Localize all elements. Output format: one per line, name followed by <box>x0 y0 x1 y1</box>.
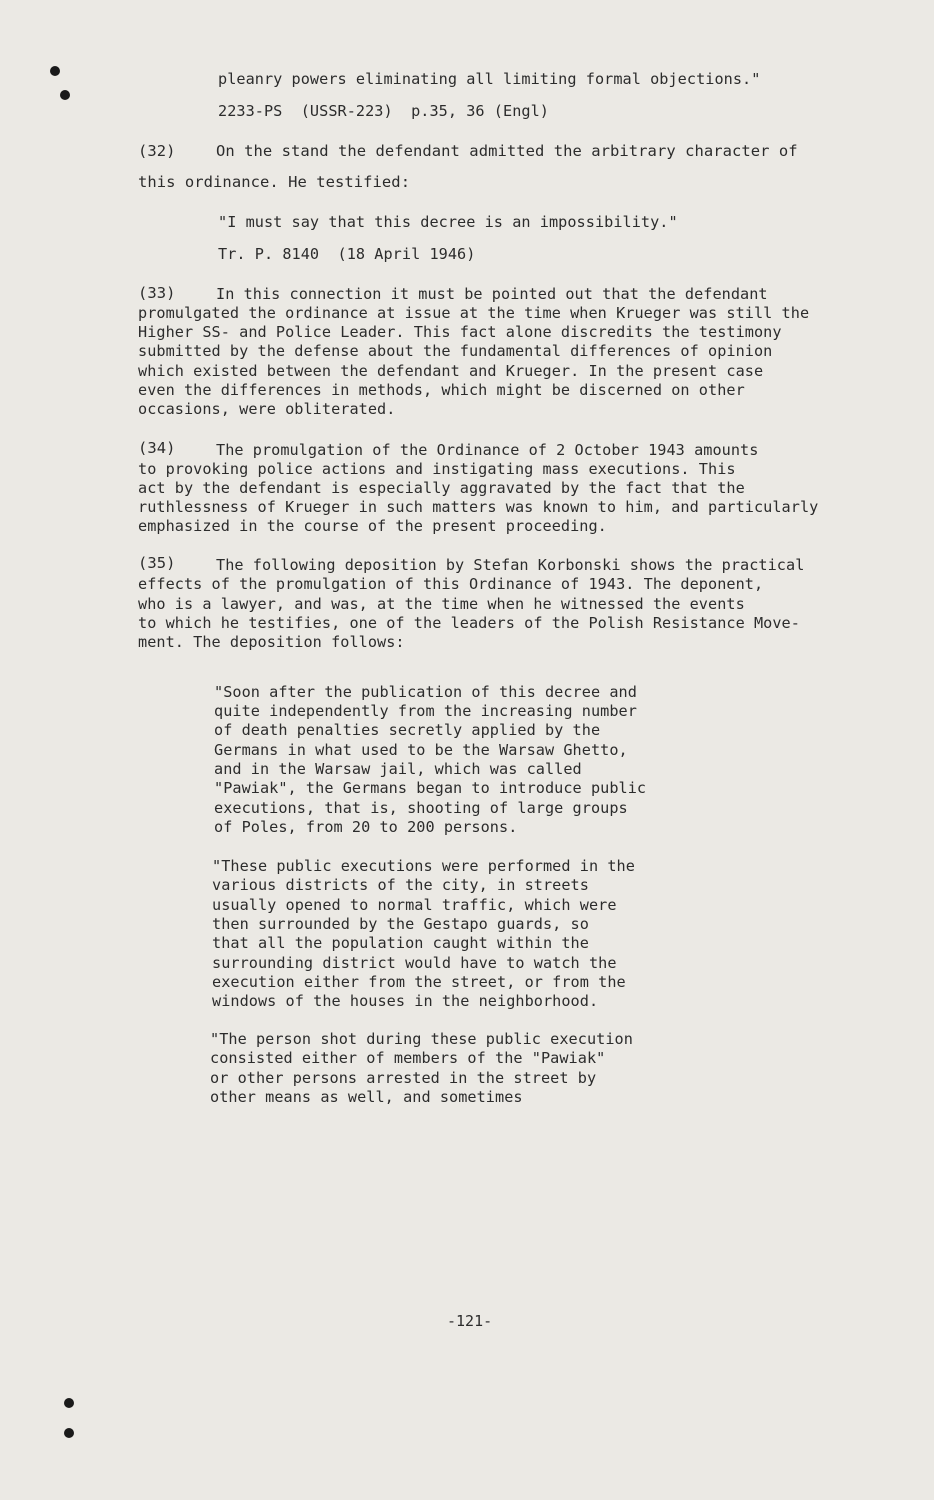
para-33-line: even the differences in methods, which might be discerned on other <box>138 381 745 399</box>
para-34-line: ruthlessness of Krueger in such matters was known to him, and particularly <box>138 498 819 516</box>
quote-1-line: and in the Warsaw jail, which was called <box>214 760 582 778</box>
quote-2-line: then surrounded by the Gestapo guards, so <box>212 915 589 933</box>
quote-1-line: Germans in what used to be the Warsaw Ghetto, <box>214 741 628 759</box>
para-35-line: effects of the promulgation of this Ordinance of 1943. The deponent, <box>138 575 764 593</box>
para-35-line: The following deposition by Stefan Korbonski shows the practical <box>216 556 805 574</box>
para-34-line: act by the defendant is especially aggravated by the fact that the <box>138 479 745 497</box>
quote-2-line: usually opened to normal traffic, which were <box>212 896 617 914</box>
quote-2-line: windows of the houses in the neighborhood. <box>212 992 599 1010</box>
quote-3-line: or other persons arrested in the street by <box>210 1069 597 1087</box>
quote-3-line: other means as well, and sometimes <box>210 1088 523 1106</box>
para-33-line: In this connection it must be pointed out that the defendant <box>216 285 768 303</box>
quote-end-31: pleanry powers eliminating all limiting formal objections." <box>218 70 761 88</box>
para-35-number: (35) <box>138 554 176 572</box>
para-34-line: to provoking police actions and instigating mass executions. This <box>138 460 736 478</box>
quote-2-line: "These public executions were performed in the <box>212 857 635 875</box>
binder-hole-top-1 <box>50 66 60 76</box>
quote-3-line: "The person shot during these public execution <box>210 1030 633 1048</box>
citation-31: 2233-PS (USSR-223) p.35, 36 (Engl) <box>218 102 549 120</box>
para-33-line: which existed between the defendant and Krueger. In the present case <box>138 362 764 380</box>
quote-2-line: surrounding district would have to watch the <box>212 954 617 972</box>
quote-1-line: "Soon after the publication of this decree and <box>214 683 637 701</box>
binder-hole-bottom-2 <box>64 1428 74 1438</box>
quote-1-line: executions, that is, shooting of large groups <box>214 799 628 817</box>
para-32-number: (32) <box>138 142 176 160</box>
quote-3-line: consisted either of members of the "Pawiak" <box>210 1049 606 1067</box>
quote-1-line: of Poles, from 20 to 200 persons. <box>214 818 518 836</box>
quote-1-line: "Pawiak", the Germans began to introduce public <box>214 779 647 797</box>
binder-hole-top-2 <box>60 90 70 100</box>
page-number: -121- <box>447 1312 493 1330</box>
quote-1-line: quite independently from the increasing number <box>214 702 637 720</box>
para-34-line: The promulgation of the Ordinance of 2 October 1943 amounts <box>216 441 759 459</box>
para-35-line: ment. The deposition follows: <box>138 633 405 651</box>
para-35-line: who is a lawyer, and was, at the time when he witnessed the events <box>138 595 745 613</box>
quote-2-line: that all the population caught within the <box>212 934 589 952</box>
para-32-quote: "I must say that this decree is an impossibility." <box>218 213 678 231</box>
para-35-line: to which he testifies, one of the leaders of the Polish Resistance Move- <box>138 614 800 632</box>
quote-1-line: of death penalties secretly applied by the <box>214 721 601 739</box>
quote-2-line: execution either from the street, or from the <box>212 973 626 991</box>
para-33-line: Higher SS- and Police Leader. This fact alone discredits the testimony <box>138 323 782 341</box>
para-32-citation: Tr. P. 8140 (18 April 1946) <box>218 245 476 263</box>
para-33-line: occasions, were obliterated. <box>138 400 396 418</box>
para-34-line: emphasized in the course of the present proceeding. <box>138 517 607 535</box>
para-33-line: promulgated the ordinance at issue at the time when Krueger was still the <box>138 304 810 322</box>
para-33-line: submitted by the defense about the fundamental differences of opinion <box>138 342 773 360</box>
quote-2-line: various districts of the city, in streets <box>212 876 589 894</box>
binder-hole-bottom-1 <box>64 1398 74 1408</box>
para-33-number: (33) <box>138 284 176 302</box>
para-34-number: (34) <box>138 439 176 457</box>
para-32-line: this ordinance. He testified: <box>138 173 411 191</box>
para-32-line: On the stand the defendant admitted the arbitrary character of <box>216 142 798 160</box>
